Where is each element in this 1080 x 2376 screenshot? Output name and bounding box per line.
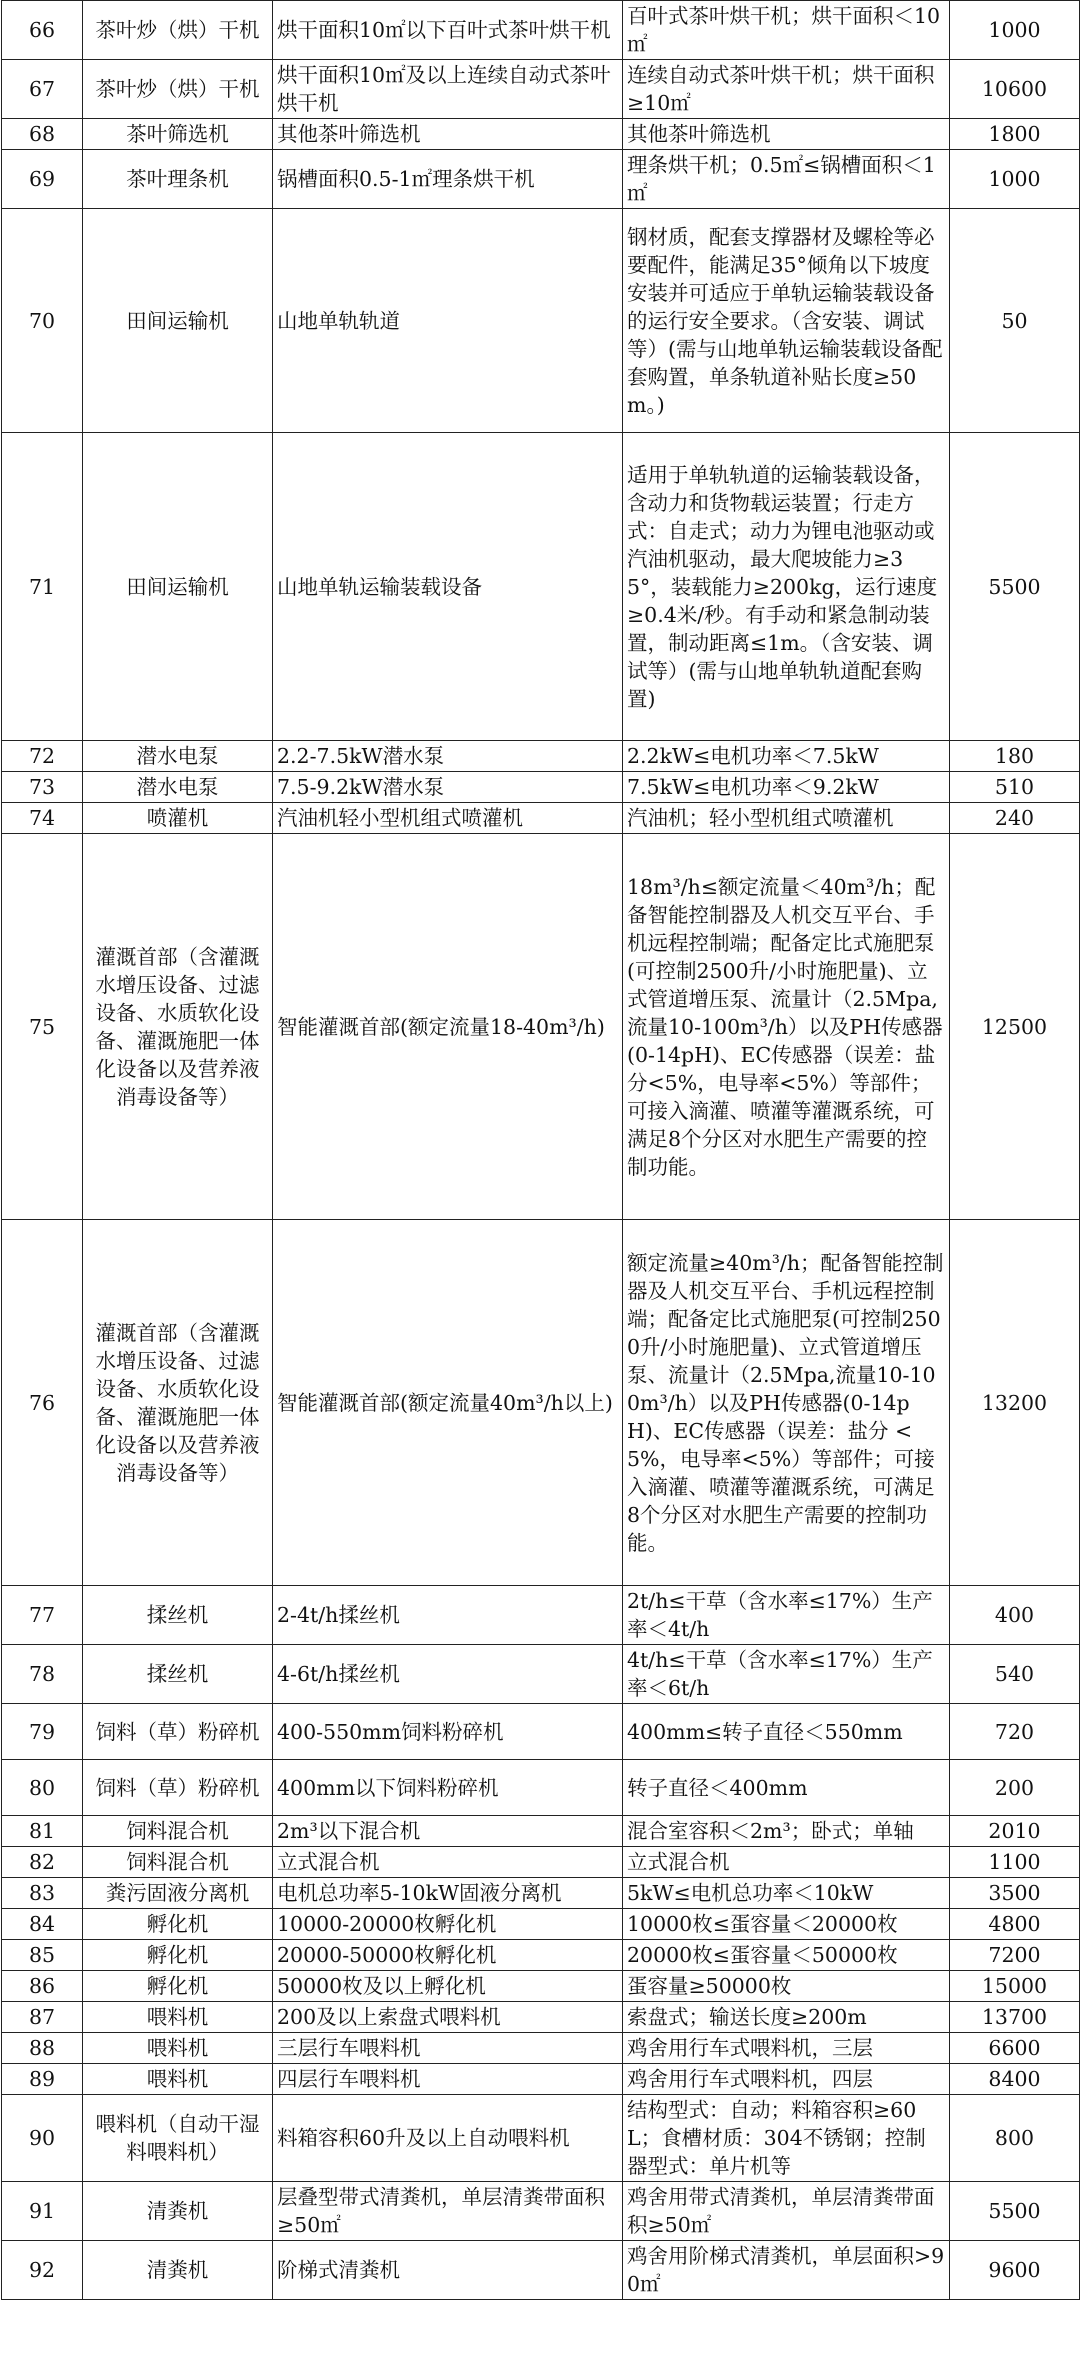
subsidy-amount: 510 — [950, 772, 1080, 803]
row-number: 67 — [2, 60, 83, 119]
subsidy-amount: 540 — [950, 1645, 1080, 1704]
machine-item: 2.2-7.5kW潜水泵 — [273, 741, 623, 772]
row-number: 80 — [2, 1760, 83, 1816]
subsidy-amount: 1100 — [950, 1847, 1080, 1878]
row-number: 74 — [2, 803, 83, 834]
specification: 理条烘干机；0.5㎡≤锅槽面积＜1㎡ — [623, 150, 950, 209]
machine-item: 智能灌溉首部(额定流量18-40m³/h) — [273, 834, 623, 1220]
specification: 立式混合机 — [623, 1847, 950, 1878]
subsidy-amount: 400 — [950, 1586, 1080, 1645]
specification: 蛋容量≥50000枚 — [623, 1971, 950, 2002]
machine-category: 茶叶筛选机 — [83, 119, 273, 150]
specification: 鸡舍用带式清粪机，单层清粪带面积≥50㎡ — [623, 2182, 950, 2241]
table-row — [2, 1878, 1080, 1909]
specification: 4t/h≤干草（含水率≤17%）生产率＜6t/h — [623, 1645, 950, 1704]
machine-category: 茶叶炒（烘）干机 — [83, 60, 273, 119]
machine-item: 山地单轨轨道 — [273, 209, 623, 433]
subsidy-amount: 6600 — [950, 2033, 1080, 2064]
table-row — [2, 1971, 1080, 2002]
subsidy-amount: 8400 — [950, 2064, 1080, 2095]
machine-category: 茶叶炒（烘）干机 — [83, 1, 273, 60]
subsidy-amount: 9600 — [950, 2241, 1080, 2300]
specification: 连续自动式茶叶烘干机；烘干面积≥10㎡ — [623, 60, 950, 119]
subsidy-amount: 13200 — [950, 1220, 1080, 1586]
table-row — [2, 1645, 1080, 1704]
machine-category: 喂料机 — [83, 2033, 273, 2064]
table-row — [2, 2002, 1080, 2033]
row-number: 84 — [2, 1909, 83, 1940]
subsidy-amount: 800 — [950, 2095, 1080, 2182]
machine-item: 料箱容积60升及以上自动喂料机 — [273, 2095, 623, 2182]
machine-item: 20000-50000枚孵化机 — [273, 1940, 623, 1971]
table-row — [2, 834, 1080, 1220]
row-number: 92 — [2, 2241, 83, 2300]
table-row — [2, 2182, 1080, 2241]
table-row — [2, 1, 1080, 60]
specification: 2.2kW≤电机功率＜7.5kW — [623, 741, 950, 772]
machine-item: 400mm以下饲料粉碎机 — [273, 1760, 623, 1816]
subsidy-amount: 2010 — [950, 1816, 1080, 1847]
row-number: 87 — [2, 2002, 83, 2033]
machine-category: 喂料机（自动干湿料喂料机） — [83, 2095, 273, 2182]
machine-category: 田间运输机 — [83, 433, 273, 741]
machine-item: 层叠型带式清粪机，单层清粪带面积≥50㎡ — [273, 2182, 623, 2241]
table-row — [2, 1760, 1080, 1816]
subsidy-amount: 3500 — [950, 1878, 1080, 1909]
subsidy-amount: 4800 — [950, 1909, 1080, 1940]
machine-category: 饲料（草）粉碎机 — [83, 1760, 273, 1816]
subsidy-amount: 180 — [950, 741, 1080, 772]
specification: 20000枚≤蛋容量＜50000枚 — [623, 1940, 950, 1971]
machine-category: 潜水电泵 — [83, 741, 273, 772]
row-number: 71 — [2, 433, 83, 741]
table-row — [2, 60, 1080, 119]
machine-category: 喂料机 — [83, 2002, 273, 2033]
subsidy-amount: 13700 — [950, 2002, 1080, 2033]
machine-category: 饲料混合机 — [83, 1847, 273, 1878]
machine-item: 400-550mm饲料粉碎机 — [273, 1704, 623, 1760]
specification: 结构型式：自动；料箱容积≥60L；食槽材质：304不锈钢；控制器型式：单片机等 — [623, 2095, 950, 2182]
table-row — [2, 1847, 1080, 1878]
specification: 转子直径＜400mm — [623, 1760, 950, 1816]
machine-item: 2-4t/h揉丝机 — [273, 1586, 623, 1645]
row-number: 78 — [2, 1645, 83, 1704]
row-number: 85 — [2, 1940, 83, 1971]
specification: 400mm≤转子直径＜550mm — [623, 1704, 950, 1760]
row-number: 83 — [2, 1878, 83, 1909]
machine-category: 揉丝机 — [83, 1586, 273, 1645]
row-number: 79 — [2, 1704, 83, 1760]
subsidy-amount: 1000 — [950, 150, 1080, 209]
row-number: 76 — [2, 1220, 83, 1586]
machine-item: 锅槽面积0.5-1㎡理条烘干机 — [273, 150, 623, 209]
machine-item: 200及以上索盘式喂料机 — [273, 2002, 623, 2033]
machine-item: 10000-20000枚孵化机 — [273, 1909, 623, 1940]
table-row — [2, 2033, 1080, 2064]
row-number: 75 — [2, 834, 83, 1220]
subsidy-amount: 1800 — [950, 119, 1080, 150]
specification: 适用于单轨轨道的运输装载设备，含动力和货物载运装置；行走方式：自走式；动力为锂电池驱动或汽油机驱动，最大爬坡能力≥35°，装载能力≥200kg，运行速度≥0.4米/秒。有手动和紧急制动装置，制动距离≤1m。（含安装、调试等）(需与山地单轨轨道配套购置) — [623, 433, 950, 741]
machine-category: 揉丝机 — [83, 1645, 273, 1704]
specification: 汽油机；轻小型机组式喷灌机 — [623, 803, 950, 834]
table-row — [2, 2095, 1080, 2182]
specification: 索盘式；输送长度≥200m — [623, 2002, 950, 2033]
machine-category: 孵化机 — [83, 1940, 273, 1971]
machine-category: 饲料混合机 — [83, 1816, 273, 1847]
table-row — [2, 741, 1080, 772]
table-row — [2, 1816, 1080, 1847]
specification: 鸡舍用行车式喂料机，四层 — [623, 2064, 950, 2095]
subsidy-amount: 12500 — [950, 834, 1080, 1220]
table-body — [2, 1, 1080, 2300]
specification: 10000枚≤蛋容量＜20000枚 — [623, 1909, 950, 1940]
table-row — [2, 772, 1080, 803]
machine-category: 粪污固液分离机 — [83, 1878, 273, 1909]
row-number: 91 — [2, 2182, 83, 2241]
subsidy-amount: 5500 — [950, 2182, 1080, 2241]
machine-category: 灌溉首部（含灌溉水增压设备、过滤设备、水质软化设备、灌溉施肥一体化设备以及营养液消毒设备等） — [83, 1220, 273, 1586]
specification: 鸡舍用行车式喂料机，三层 — [623, 2033, 950, 2064]
machine-category: 清粪机 — [83, 2241, 273, 2300]
machine-category: 茶叶理条机 — [83, 150, 273, 209]
table-row — [2, 1586, 1080, 1645]
subsidy-amount: 50 — [950, 209, 1080, 433]
table-row — [2, 1940, 1080, 1971]
row-number: 69 — [2, 150, 83, 209]
table-row — [2, 1909, 1080, 1940]
specification: 2t/h≤干草（含水率≤17%）生产率＜4t/h — [623, 1586, 950, 1645]
subsidy-amount: 15000 — [950, 1971, 1080, 2002]
row-number: 72 — [2, 741, 83, 772]
subsidy-amount: 240 — [950, 803, 1080, 834]
machine-item: 汽油机轻小型机组式喷灌机 — [273, 803, 623, 834]
row-number: 73 — [2, 772, 83, 803]
row-number: 86 — [2, 1971, 83, 2002]
subsidy-amount: 5500 — [950, 433, 1080, 741]
machine-item: 2m³以下混合机 — [273, 1816, 623, 1847]
machine-item: 7.5-9.2kW潜水泵 — [273, 772, 623, 803]
machine-category: 清粪机 — [83, 2182, 273, 2241]
row-number: 82 — [2, 1847, 83, 1878]
machine-item: 阶梯式清粪机 — [273, 2241, 623, 2300]
machine-category: 灌溉首部（含灌溉水增压设备、过滤设备、水质软化设备、灌溉施肥一体化设备以及营养液消毒设备等） — [83, 834, 273, 1220]
table-row — [2, 2064, 1080, 2095]
row-number: 81 — [2, 1816, 83, 1847]
machine-item: 三层行车喂料机 — [273, 2033, 623, 2064]
machine-item: 50000枚及以上孵化机 — [273, 1971, 623, 2002]
row-number: 70 — [2, 209, 83, 433]
table-row — [2, 1220, 1080, 1586]
machine-item: 立式混合机 — [273, 1847, 623, 1878]
subsidy-amount: 200 — [950, 1760, 1080, 1816]
row-number: 90 — [2, 2095, 83, 2182]
row-number: 66 — [2, 1, 83, 60]
row-number: 89 — [2, 2064, 83, 2095]
table-row — [2, 209, 1080, 433]
machine-item: 智能灌溉首部(额定流量40m³/h以上) — [273, 1220, 623, 1586]
row-number: 77 — [2, 1586, 83, 1645]
specification: 百叶式茶叶烘干机；烘干面积＜10㎡ — [623, 1, 950, 60]
machine-category: 孵化机 — [83, 1971, 273, 2002]
specification: 其他茶叶筛选机 — [623, 119, 950, 150]
specification: 鸡舍用阶梯式清粪机，单层面积>90㎡ — [623, 2241, 950, 2300]
machine-category: 喂料机 — [83, 2064, 273, 2095]
subsidy-amount: 10600 — [950, 60, 1080, 119]
specification: 混合室容积＜2m³；卧式；单轴 — [623, 1816, 950, 1847]
machine-item: 烘干面积10㎡及以上连续自动式茶叶烘干机 — [273, 60, 623, 119]
subsidy-amount: 7200 — [950, 1940, 1080, 1971]
row-number: 88 — [2, 2033, 83, 2064]
specification: 7.5kW≤电机功率＜9.2kW — [623, 772, 950, 803]
table-row — [2, 2241, 1080, 2300]
machine-item: 四层行车喂料机 — [273, 2064, 623, 2095]
machine-item: 4-6t/h揉丝机 — [273, 1645, 623, 1704]
table-row — [2, 1704, 1080, 1760]
machine-category: 喷灌机 — [83, 803, 273, 834]
table-row — [2, 119, 1080, 150]
specification: 18m³/h≤额定流量＜40m³/h；配备智能控制器及人机交互平台、手机远程控制端；配备定比式施肥泵(可控制2500升/小时施肥量)、立式管道增压泵、流量计（2.5Mpa,流量10-100m³/h）以及PH传感器(0-14pH)、EC传感器（误差：盐分<5%，电导率<5%）等部件；可接入滴灌、喷灌等灌溉系统，可满足8个分区对水肥生产需要的控制功能。 — [623, 834, 950, 1220]
machine-category: 孵化机 — [83, 1909, 273, 1940]
row-number: 68 — [2, 119, 83, 150]
subsidy-table — [1, 0, 1080, 2300]
specification: 额定流量≥40m³/h；配备智能控制器及人机交互平台、手机远程控制端；配备定比式施肥泵(可控制2500升/小时施肥量)、立式管道增压泵、流量计（2.5Mpa,流量10-100m³/h）以及PH传感器(0-14pH)、EC传感器（误差：盐分 <5%，电导率<5%）等部件；可接入滴灌、喷灌等灌溉系统，可满足8个分区对水肥生产需要的控制功能。 — [623, 1220, 950, 1586]
machine-item: 烘干面积10㎡以下百叶式茶叶烘干机 — [273, 1, 623, 60]
table-row — [2, 150, 1080, 209]
machine-category: 田间运输机 — [83, 209, 273, 433]
subsidy-amount: 1000 — [950, 1, 1080, 60]
specification: 钢材质，配套支撑器材及螺栓等必要配件，能满足35°倾角以下坡度安装并可适应于单轨运输装载设备的运行安全要求。（含安装、调试等）(需与山地单轨运输装载设备配套购置，单条轨道补贴长度≥50m。) — [623, 209, 950, 433]
machine-category: 潜水电泵 — [83, 772, 273, 803]
table-row — [2, 433, 1080, 741]
machine-category: 饲料（草）粉碎机 — [83, 1704, 273, 1760]
machine-item: 电机总功率5-10kW固液分离机 — [273, 1878, 623, 1909]
specification: 5kW≤电机总功率＜10kW — [623, 1878, 950, 1909]
subsidy-amount: 720 — [950, 1704, 1080, 1760]
machine-item: 其他茶叶筛选机 — [273, 119, 623, 150]
machine-item: 山地单轨运输装载设备 — [273, 433, 623, 741]
table-row — [2, 803, 1080, 834]
